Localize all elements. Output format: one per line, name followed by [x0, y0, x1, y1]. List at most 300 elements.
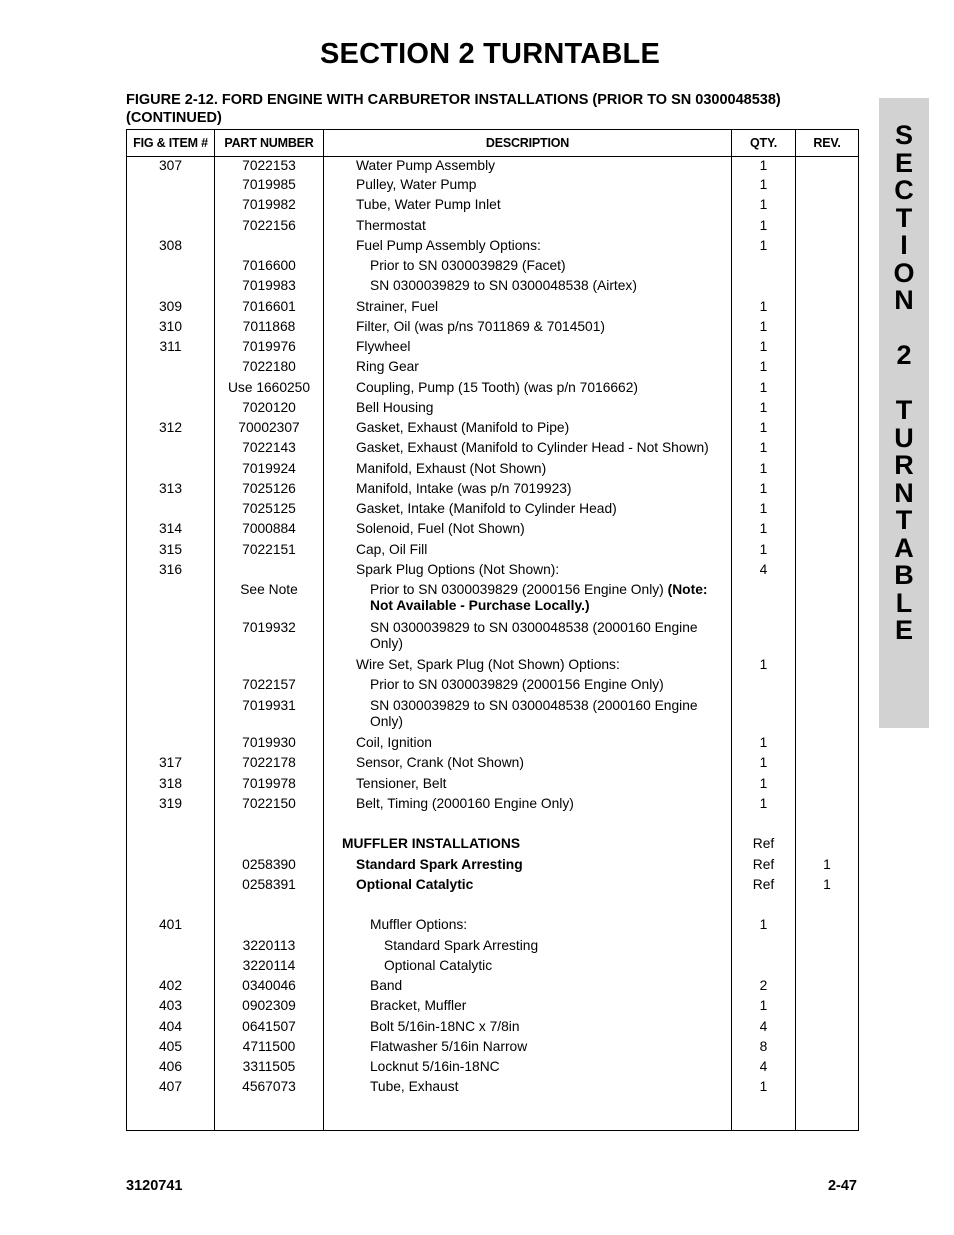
description-note: (Note: Not Available - Purchase Locally.) — [370, 581, 708, 613]
description-text: Manifold, Exhaust (Not Shown) — [356, 460, 547, 476]
table-row — [127, 420, 859, 440]
item-number-cell — [127, 218, 215, 238]
table-row — [127, 958, 859, 978]
description-cell — [324, 755, 732, 776]
revision-cell — [796, 897, 859, 917]
part-number-cell: 7019982 — [215, 197, 324, 218]
description-text: Strainer, Fuel — [356, 298, 439, 314]
table-row — [127, 521, 859, 542]
part-number-cell: 7019930 — [215, 735, 324, 755]
quantity-cell: 4 — [732, 1019, 796, 1039]
revision-cell — [796, 582, 859, 620]
description-text: SN 0300039829 to SN 0300048538 (Airtex) — [370, 277, 637, 293]
item-number-cell: 403 — [127, 998, 215, 1019]
item-number-cell: 315 — [127, 542, 215, 562]
side-tab-letter: O — [893, 257, 915, 288]
item-number-cell — [127, 958, 215, 978]
table-row — [127, 339, 859, 359]
part-number-cell — [215, 657, 324, 677]
revision-cell — [796, 542, 859, 562]
column-header-part-number: PART NUMBER — [215, 130, 324, 157]
table-row — [127, 857, 859, 877]
quantity-cell: 4 — [732, 562, 796, 582]
revision-cell — [796, 238, 859, 258]
table-row — [127, 400, 859, 420]
quantity-cell: 1 — [732, 776, 796, 796]
revision-cell — [796, 657, 859, 677]
table-row — [127, 218, 859, 238]
description-cell — [324, 677, 732, 698]
quantity-cell: 1 — [732, 755, 796, 776]
table-row — [127, 258, 859, 278]
item-number-cell — [127, 857, 215, 877]
item-number-cell — [127, 836, 215, 857]
side-tab-letter: T — [895, 202, 913, 233]
table-row — [127, 562, 859, 582]
description-text: Spark Plug Options (Not Shown): — [356, 561, 560, 577]
quantity-cell: 1 — [732, 735, 796, 755]
description-cell — [324, 197, 732, 218]
description-cell — [324, 258, 732, 278]
quantity-cell: 1 — [732, 461, 796, 481]
description-cell — [324, 796, 732, 816]
quantity-cell — [732, 816, 796, 836]
item-number-cell — [127, 582, 215, 620]
description-text: Prior to SN 0300039829 (Facet) — [370, 257, 566, 273]
item-number-cell — [127, 278, 215, 299]
revision-cell — [796, 177, 859, 197]
description-text: Solenoid, Fuel (Not Shown) — [356, 520, 525, 536]
item-number-cell: 308 — [127, 238, 215, 258]
revision-cell — [796, 380, 859, 400]
item-number-cell: 316 — [127, 562, 215, 582]
quantity-cell — [732, 938, 796, 958]
quantity-cell — [732, 620, 796, 657]
description-text: Fuel Pump Assembly Options: — [356, 237, 541, 253]
table-row — [127, 278, 859, 299]
item-number-cell: 311 — [127, 339, 215, 359]
item-number-cell: 401 — [127, 917, 215, 938]
item-number-cell — [127, 735, 215, 755]
quantity-cell: 1 — [732, 319, 796, 339]
table-row — [127, 998, 859, 1019]
description-text: Locknut 5/16in-18NC — [370, 1058, 500, 1074]
table-row — [127, 197, 859, 218]
revision-cell — [796, 319, 859, 339]
table-row — [127, 917, 859, 938]
description-text: Bell Housing — [356, 399, 434, 415]
table-row — [127, 299, 859, 319]
part-number-cell: 70002307 — [215, 420, 324, 440]
description-cell — [324, 521, 732, 542]
quantity-cell: 1 — [732, 339, 796, 359]
description-text: Ring Gear — [356, 358, 419, 374]
table-row — [127, 1019, 859, 1039]
part-number-cell: 7019931 — [215, 698, 324, 735]
quantity-cell: 1 — [732, 1079, 796, 1131]
quantity-cell — [732, 897, 796, 917]
revision-cell — [796, 359, 859, 380]
quantity-cell — [732, 958, 796, 978]
revision-cell — [796, 1059, 859, 1079]
table-row — [127, 816, 859, 836]
item-number-cell: 318 — [127, 776, 215, 796]
table-row — [127, 796, 859, 816]
quantity-cell: 1 — [732, 380, 796, 400]
description-cell — [324, 816, 732, 836]
revision-cell — [796, 958, 859, 978]
description-cell — [324, 440, 732, 461]
side-tab-letter: E — [894, 147, 913, 178]
table-row — [127, 1039, 859, 1059]
revision-cell — [796, 816, 859, 836]
table-row — [127, 620, 859, 657]
column-header-qty: QTY. — [732, 130, 796, 157]
table-row — [127, 677, 859, 698]
side-tab-letter: N — [894, 477, 914, 508]
quantity-cell — [732, 582, 796, 620]
item-number-cell: 309 — [127, 299, 215, 319]
item-number-cell: 407 — [127, 1079, 215, 1131]
part-number-cell: 7022178 — [215, 755, 324, 776]
description-text: SN 0300039829 to SN 0300048538 (2000160 Engine Only) — [370, 619, 698, 651]
quantity-cell: 1 — [732, 420, 796, 440]
revision-cell — [796, 420, 859, 440]
description-cell — [324, 400, 732, 420]
description-cell — [324, 698, 732, 735]
revision-cell — [796, 978, 859, 998]
quantity-cell — [732, 698, 796, 735]
part-number-cell: 7022153 — [215, 157, 324, 177]
part-number-cell: 7019924 — [215, 461, 324, 481]
side-tab-letter: N — [894, 285, 914, 315]
revision-cell — [796, 998, 859, 1019]
revision-cell — [796, 461, 859, 481]
table-row — [127, 542, 859, 562]
side-tab-letter: T — [895, 505, 913, 535]
part-number-cell: 0258390 — [215, 857, 324, 877]
description-cell — [324, 420, 732, 440]
description-text: Belt, Timing (2000160 Engine Only) — [356, 795, 574, 811]
item-number-cell — [127, 197, 215, 218]
table-row — [127, 177, 859, 197]
quantity-cell: Ref — [732, 877, 796, 897]
description-text: Tube, Water Pump Inlet — [356, 196, 501, 212]
description-text: Gasket, Exhaust (Manifold to Cylinder Head - Not Shown) — [356, 439, 709, 455]
part-number-cell: 7016600 — [215, 258, 324, 278]
description-cell — [324, 958, 732, 978]
table-row — [127, 1059, 859, 1079]
description-cell — [324, 776, 732, 796]
quantity-cell: 1 — [732, 796, 796, 816]
table-row — [127, 501, 859, 521]
description-text: Gasket, Intake (Manifold to Cylinder Head) — [356, 500, 617, 516]
description-text: Cap, Oil Fill — [356, 541, 428, 557]
part-number-cell: 7022151 — [215, 542, 324, 562]
item-number-cell: 406 — [127, 1059, 215, 1079]
item-number-cell: 405 — [127, 1039, 215, 1059]
revision-cell — [796, 917, 859, 938]
revision-cell — [796, 157, 859, 177]
part-number-cell: 7025126 — [215, 481, 324, 501]
quantity-cell: 1 — [732, 521, 796, 542]
item-number-cell — [127, 877, 215, 897]
part-number-cell: 7011868 — [215, 319, 324, 339]
description-text: Thermostat — [356, 217, 426, 233]
part-number-cell: 7022156 — [215, 218, 324, 238]
table-row — [127, 657, 859, 677]
revision-cell — [796, 698, 859, 735]
item-number-cell — [127, 359, 215, 380]
item-number-cell: 314 — [127, 521, 215, 542]
quantity-cell: 4 — [732, 1059, 796, 1079]
item-number-cell — [127, 816, 215, 836]
side-tab-letter: S — [894, 120, 913, 150]
table-row — [127, 978, 859, 998]
section-side-tab — [879, 98, 929, 728]
revision-cell — [796, 562, 859, 582]
revision-cell — [796, 440, 859, 461]
table-row — [127, 938, 859, 958]
revision-cell — [796, 501, 859, 521]
quantity-cell: 1 — [732, 657, 796, 677]
part-number-cell — [215, 816, 324, 836]
description-cell — [324, 657, 732, 677]
description-cell — [324, 299, 732, 319]
quantity-cell — [732, 278, 796, 299]
description-text: SN 0300039829 to SN 0300048538 (2000160 Engine Only) — [370, 697, 698, 729]
quantity-cell: 1 — [732, 400, 796, 420]
column-header-rev: REV. — [796, 130, 859, 157]
table-row — [127, 440, 859, 461]
description-cell — [324, 836, 732, 857]
quantity-cell: 1 — [732, 998, 796, 1019]
description-text: Water Pump Assembly — [356, 158, 496, 173]
revision-cell — [796, 776, 859, 796]
description-cell — [324, 278, 732, 299]
description-cell — [324, 359, 732, 380]
part-number-cell: 4567073 — [215, 1079, 324, 1131]
quantity-cell: 1 — [732, 197, 796, 218]
revision-cell — [796, 481, 859, 501]
item-number-cell — [127, 897, 215, 917]
description-cell — [324, 461, 732, 481]
quantity-cell: Ref — [732, 857, 796, 877]
description-cell — [324, 542, 732, 562]
table-row — [127, 461, 859, 481]
table-row — [127, 359, 859, 380]
part-number-cell: 3311505 — [215, 1059, 324, 1079]
description-cell — [324, 877, 732, 897]
description-cell — [324, 938, 732, 958]
description-text: Tube, Exhaust — [370, 1078, 459, 1094]
item-number-cell — [127, 461, 215, 481]
revision-cell — [796, 258, 859, 278]
part-number-cell: 0902309 — [215, 998, 324, 1019]
revision-cell — [796, 400, 859, 420]
revision-cell — [796, 339, 859, 359]
description-cell — [324, 238, 732, 258]
part-number-cell: 0258391 — [215, 877, 324, 897]
part-number-cell: 7019985 — [215, 177, 324, 197]
revision-cell — [796, 299, 859, 319]
quantity-cell: 1 — [732, 542, 796, 562]
item-number-cell — [127, 380, 215, 400]
description-cell — [324, 978, 732, 998]
part-number-cell: 7022157 — [215, 677, 324, 698]
quantity-cell: 1 — [732, 218, 796, 238]
side-tab-letter: B — [894, 560, 914, 590]
item-number-cell — [127, 938, 215, 958]
item-number-cell — [127, 501, 215, 521]
description-cell — [324, 380, 732, 400]
description-text: Standard Spark Arresting — [356, 856, 523, 872]
table-row — [127, 877, 859, 897]
column-header-item: FIG & ITEM # — [127, 130, 215, 157]
revision-cell — [796, 735, 859, 755]
document-number: 3120741 — [126, 1178, 183, 1194]
item-number-cell: 312 — [127, 420, 215, 440]
parts-table — [126, 129, 859, 1131]
side-tab-letter: 2 — [896, 340, 912, 370]
side-tab-letter: A — [894, 532, 914, 563]
revision-cell — [796, 1019, 859, 1039]
revision-cell — [796, 278, 859, 299]
revision-cell — [796, 836, 859, 857]
item-number-cell — [127, 657, 215, 677]
part-number-cell: 7016601 — [215, 299, 324, 319]
quantity-cell: 2 — [732, 978, 796, 998]
item-number-cell: 313 — [127, 481, 215, 501]
description-cell — [324, 177, 732, 197]
description-text: Bracket, Muffler — [370, 997, 467, 1013]
description-cell — [324, 339, 732, 359]
table-row — [127, 776, 859, 796]
description-text: Band — [370, 977, 403, 993]
description-text: Flywheel — [356, 338, 411, 354]
quantity-cell: 1 — [732, 917, 796, 938]
item-number-cell: 402 — [127, 978, 215, 998]
side-tab-letter: E — [894, 615, 913, 645]
description-text: Gasket, Exhaust (Manifold to Pipe) — [356, 419, 570, 435]
part-number-cell: 7019932 — [215, 620, 324, 657]
part-number-cell: 7022180 — [215, 359, 324, 380]
item-number-cell: 317 — [127, 755, 215, 776]
table-row — [127, 735, 859, 755]
description-text: Filter, Oil (was p/ns 7011869 & 7014501) — [356, 318, 605, 334]
revision-cell — [796, 677, 859, 698]
quantity-cell: 8 — [732, 1039, 796, 1059]
description-text: Sensor, Crank (Not Shown) — [356, 754, 524, 770]
section-title: SECTION 2 TURNTABLE — [320, 38, 660, 70]
description-cell — [324, 735, 732, 755]
table-row — [127, 319, 859, 339]
quantity-cell: 1 — [732, 481, 796, 501]
description-cell — [324, 1039, 732, 1059]
description-cell — [324, 157, 732, 177]
revision-cell — [796, 197, 859, 218]
revision-cell — [796, 796, 859, 816]
quantity-cell: 1 — [732, 440, 796, 461]
quantity-cell: 1 — [732, 359, 796, 380]
item-number-cell — [127, 440, 215, 461]
description-text: Standard Spark Arresting — [384, 937, 539, 953]
description-text: MUFFLER INSTALLATIONS — [342, 835, 521, 851]
part-number-cell: 7025125 — [215, 501, 324, 521]
quantity-cell: Ref — [732, 836, 796, 857]
table-row — [127, 897, 859, 917]
description-cell — [324, 481, 732, 501]
item-number-cell: 319 — [127, 796, 215, 816]
description-cell — [324, 1059, 732, 1079]
quantity-cell: 1 — [732, 501, 796, 521]
revision-cell: 1 — [796, 877, 859, 897]
part-number-cell — [215, 238, 324, 258]
side-tab-letter: L — [895, 587, 913, 618]
description-text: Prior to SN 0300039829 (2000156 Engine Only) — [370, 581, 668, 597]
revision-cell — [796, 620, 859, 657]
part-number-cell: 7019978 — [215, 776, 324, 796]
table-row — [127, 698, 859, 735]
part-number-cell: Use 1660250 — [215, 380, 324, 400]
item-number-cell — [127, 698, 215, 735]
item-number-cell: 404 — [127, 1019, 215, 1039]
description-cell — [324, 319, 732, 339]
table-row — [127, 481, 859, 501]
description-text: Coupling, Pump (15 Tooth) (was p/n 7016662) — [356, 379, 638, 395]
description-text: Optional Catalytic — [356, 876, 474, 892]
table-header-row — [127, 130, 859, 157]
description-text: Pulley, Water Pump — [356, 176, 477, 192]
description-cell — [324, 917, 732, 938]
part-number-cell — [215, 562, 324, 582]
description-cell — [324, 562, 732, 582]
description-text: Wire Set, Spark Plug (Not Shown) Options: — [356, 656, 620, 672]
quantity-cell — [732, 677, 796, 698]
part-number-cell: 7022143 — [215, 440, 324, 461]
revision-cell — [796, 1039, 859, 1059]
item-number-cell: 310 — [127, 319, 215, 339]
table-row — [127, 755, 859, 776]
part-number-cell — [215, 917, 324, 938]
revision-cell — [796, 1079, 859, 1131]
description-cell — [324, 620, 732, 657]
part-number-cell: See Note — [215, 582, 324, 620]
column-header-description: DESCRIPTION — [324, 130, 732, 157]
page-number: 2-47 — [827, 1178, 857, 1194]
part-number-cell — [215, 897, 324, 917]
description-cell — [324, 897, 732, 917]
revision-cell — [796, 938, 859, 958]
part-number-cell: 7020120 — [215, 400, 324, 420]
description-cell — [324, 1019, 732, 1039]
part-number-cell: 7019976 — [215, 339, 324, 359]
table-row — [127, 1079, 859, 1131]
quantity-cell: 1 — [732, 177, 796, 197]
description-text: Manifold, Intake (was p/n 7019923) — [356, 480, 572, 496]
item-number-cell: 307 — [127, 157, 215, 177]
item-number-cell — [127, 400, 215, 420]
table-row — [127, 238, 859, 258]
description-cell — [324, 582, 732, 620]
side-tab-letter: R — [894, 450, 914, 480]
description-text: Muffler Options: — [370, 916, 468, 932]
part-number-cell: 3220113 — [215, 938, 324, 958]
part-number-cell: 7019983 — [215, 278, 324, 299]
part-number-cell — [215, 836, 324, 857]
item-number-cell — [127, 258, 215, 278]
quantity-cell: 1 — [732, 238, 796, 258]
